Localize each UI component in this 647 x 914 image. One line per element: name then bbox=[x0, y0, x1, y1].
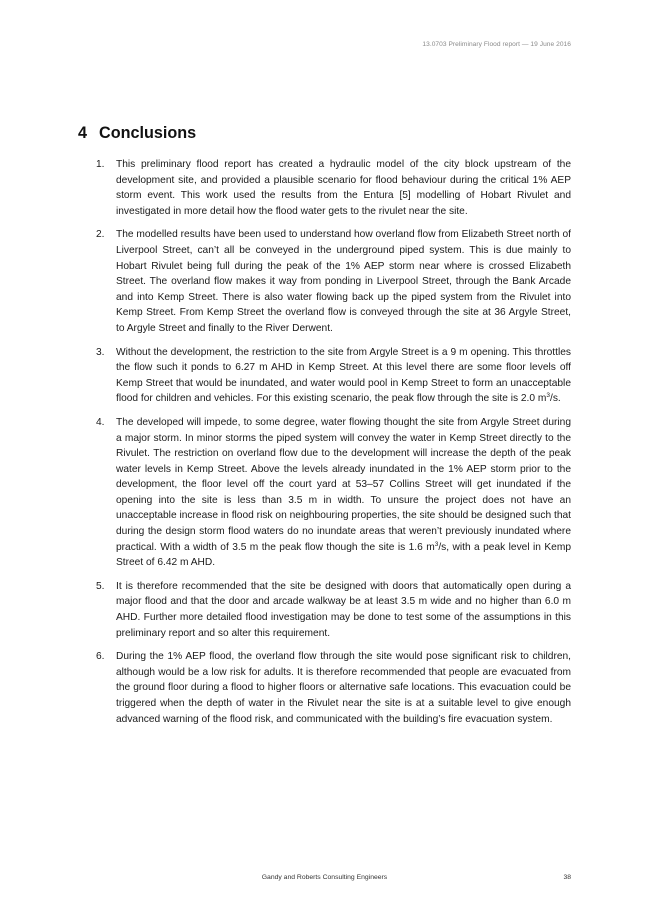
list-item-text-part: Without the development, the restriction to the site from Argyle Street is a 9 m opening. This throttles the flow such it ponds to 6.27 m AHD in Kemp Street. At this level there are some floor levels off Kemp Street that would be inundated, and water would pool in Kemp Street to form an unacceptable flood for children and vehicles. For this existing scenario, the peak flow through the site is 2.0 m bbox=[116, 346, 571, 405]
superscript-exponent: 3 bbox=[546, 392, 550, 400]
list-item-text: It is therefore recommended that the site be designed with doors that automatically open during a major flood and that the door and arcade walkway be at least 3.5 m wide and no higher than 6.0 m AHD. Further more detailed flood investigation may be done to test some of the assumptions in this preliminary report and so alter this requirement. bbox=[116, 580, 571, 639]
list-item-text bbox=[116, 417, 571, 568]
superscript-exponent: 3 bbox=[434, 540, 439, 548]
section-heading bbox=[78, 124, 196, 143]
list-item-number: 4. bbox=[96, 416, 105, 428]
conclusions-list bbox=[96, 157, 571, 735]
list-item-number: 6. bbox=[96, 651, 105, 663]
list-item-text: The modelled results have been used to understand how overland flow from Elizabeth Street north of Liverpool Street, can’t all be conveyed in the underground piped system. This is due mainly to Hobart Rivulet being full during the peak of the 1% AEP storm near where is crossed Elizabeth Street. The overland flow makes it way from ponding in Liverpool Street, through the Bank Arcade and into Kemp Street. There is also water flowing back up the piped system from the Rivulet into Kemp Street. From Kemp Street the overland flow is conveyed through the site at 36 Argyle Street, to Argyle Street and finally to the River Derwent. bbox=[116, 229, 571, 334]
list-item-text-part: /s. bbox=[550, 393, 561, 405]
list-item-text-part: The developed will impede, to some degree, water flowing thought the site from Argyle Street during a major storm. In minor storms the piped system will convey the water in Kemp Street directly to the Rivulet. The restriction on overland flow due to the development will increase the depth of the peak water levels in Kemp Street. Above the levels already inundated in the 1% AEP storm prior to the development, the floor level off the court yard at 53–57 Collins Street will get inundated if the opening into the site is less than 3.5 m in width. To unsure the project does not have an unacceptable increase in flood risk on neighbouring properties, the site should be designed such that during the design storm flood waters do no inundate areas that weren’t previously inundated where practical. With a width of 3.5 m the peak flow though the site is 1.6 m bbox=[116, 416, 571, 553]
list-item-text-part: /s, with a peak level in Kemp Street of 6.42 m AHD. bbox=[116, 541, 571, 569]
list-item bbox=[96, 579, 571, 641]
list-item-number: 3. bbox=[96, 346, 105, 358]
running-footer bbox=[78, 874, 571, 886]
section-title: Conclusions bbox=[99, 124, 197, 142]
running-header: 13.0703 Preliminary Flood report — 19 June 2016 bbox=[422, 41, 571, 48]
footer-organization: Gandy and Roberts Consulting Engineers bbox=[261, 874, 388, 881]
list-item-text bbox=[116, 347, 571, 405]
list-item bbox=[96, 415, 571, 571]
list-item bbox=[96, 227, 571, 336]
page-number: 38 bbox=[563, 874, 571, 881]
list-item-text: This preliminary flood report has created a hydraulic model of the city block upstream of the development site, and provided a plausible scenario for flood behaviour during the critical 1% AEP storm event. This work used the results from the Entura [5] modelling of Hobart Rivulet and investigated in more detail how the flood water gets to the rivulet near the site. bbox=[116, 159, 571, 217]
list-item-number: 5. bbox=[96, 580, 105, 592]
list-item bbox=[96, 157, 571, 219]
list-item-number: 1. bbox=[96, 159, 105, 170]
list-item-text: During the 1% AEP flood, the overland flow through the site would pose significant risk to children, although would be a low risk for adults. It is therefore recommended that people are evacuated from the ground floor during a flood to higher floors or alternative safe locations. This evacuation could be triggered when the depth of water in the Rivulet near the site is at a suitable level to give enough advanced warning of the flood risk, and communicated with the building’s fire evacuation system. bbox=[116, 651, 571, 725]
section-number: 4 bbox=[78, 124, 88, 142]
list-item bbox=[96, 345, 571, 407]
list-item-number: 2. bbox=[96, 229, 105, 241]
list-item bbox=[96, 649, 571, 727]
